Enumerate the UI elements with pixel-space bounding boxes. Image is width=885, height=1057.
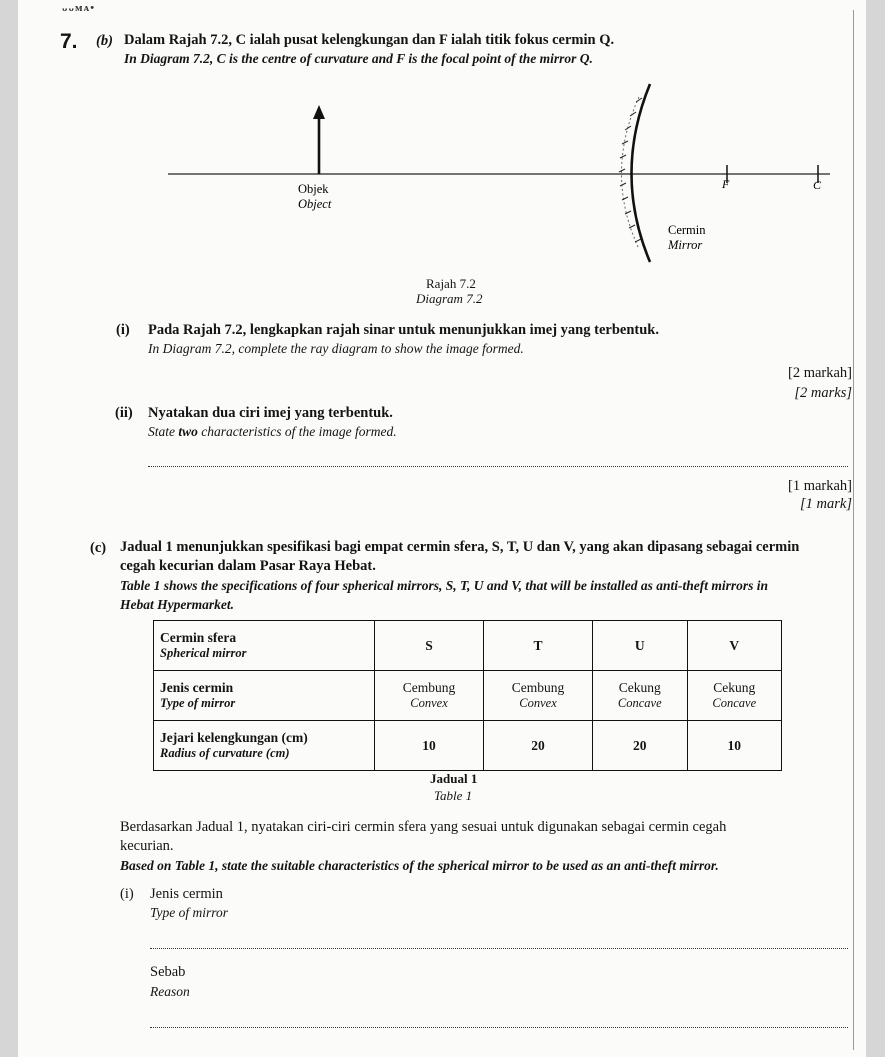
ci-text-my: Jenis cermin: [150, 886, 223, 902]
qii-text-en: State two characteristics of the image formed.: [148, 424, 397, 439]
qi-marks-my: [2 markah]: [787, 365, 852, 381]
table-row-header: Jejari kelengkungan (cm) Radius of curvature (cm): [154, 721, 375, 771]
table-header-cell: Cermin sfera Spherical mirror: [154, 621, 375, 671]
qc-text-my-1: Jadual 1 menunjukkan spesifikasi bagi empat cermin sfera, S, T, U dan V, yang akan dipasang sebagai cermin: [120, 539, 800, 555]
table-col-t: T: [484, 621, 593, 671]
focal-point-label: F: [722, 177, 730, 191]
reason-label-en: Reason: [150, 984, 190, 999]
qi-text-en: In Diagram 7.2, complete the ray diagram to show the image formed.: [148, 341, 524, 356]
qc-text-en-2: Hebat Hypermarket.: [120, 597, 234, 612]
qi-marks-en: [2 marks]: [794, 385, 852, 401]
centre-curvature-label: C: [813, 178, 822, 192]
q7b-text-en: In Diagram 7.2, C is the centre of curvature and F is the focal point of the mirror Q.: [124, 51, 593, 66]
qii-marks-en: [1 mark]: [800, 496, 852, 512]
table-header-row: [154, 621, 782, 671]
table-cell: 10: [375, 721, 484, 771]
table-col-v: V: [687, 621, 781, 671]
answer-line-qii[interactable]: [148, 466, 848, 467]
table-caption-my: Jadual 1: [430, 771, 478, 786]
part-b-label: (b): [96, 33, 113, 49]
ray-diagram[interactable]: [168, 76, 848, 266]
mirror-label-en: Mirror: [668, 238, 703, 252]
table-col-u: U: [593, 621, 687, 671]
answer-line-type[interactable]: [150, 948, 848, 949]
margin-line: [853, 10, 854, 1050]
qii-text-my: Nyatakan dua ciri imej yang terbentuk.: [148, 405, 393, 421]
qii-marks-my: [1 markah]: [787, 478, 852, 494]
object-label-en: Object: [298, 197, 332, 211]
table-col-s: S: [375, 621, 484, 671]
table-cell: 20: [593, 721, 687, 771]
based-text-en: Based on Table 1, state the suitable characteristics of the spherical mirror to be used as an anti-theft mirror.: [120, 858, 719, 873]
header-scrap: ᴗᴗᴍᴀ•: [62, 2, 96, 14]
table-cell: Cembung Convex: [375, 671, 484, 721]
qc-text-my-2: cegah kecurian dalam Pasar Raya Hebat.: [120, 558, 376, 574]
table-cell: 10: [687, 721, 781, 771]
qii-label: (ii): [115, 405, 133, 421]
based-text-my-1: Berdasarkan Jadual 1, nyatakan ciri-ciri cermin sfera yang sesuai untuk digunakan sebagai cermin cegah: [120, 819, 727, 835]
mirror-q: [619, 84, 650, 262]
diagram-caption-en: Diagram 7.2: [416, 291, 483, 306]
diagram-caption-my: Rajah 7.2: [426, 276, 476, 291]
ci-label: (i): [120, 886, 134, 902]
qi-text-my: Pada Rajah 7.2, lengkapkan rajah sinar untuk menunjukkan imej yang terbentuk.: [148, 322, 659, 338]
answer-line-reason[interactable]: [150, 1027, 848, 1028]
table-row: [154, 671, 782, 721]
table-row-header: Jenis cermin Type of mirror: [154, 671, 375, 721]
exam-page: [18, 0, 866, 1057]
q7b-text-my: Dalam Rajah 7.2, C ialah pusat kelengkungan dan F ialah titik fokus cermin Q.: [124, 32, 615, 48]
mirror-label-my: Cermin: [668, 223, 706, 237]
qi-label: (i): [116, 322, 130, 338]
qc-text-en-1: Table 1 shows the specifications of four spherical mirrors, S, T, U and V, that will be installed as anti-theft mirrors in: [120, 578, 768, 593]
object-arrow-head: [313, 105, 325, 119]
table-cell: Cembung Convex: [484, 671, 593, 721]
table-caption-en: Table 1: [434, 788, 473, 803]
table-row: [154, 721, 782, 771]
question-number: 7.: [60, 30, 78, 53]
spec-table: [153, 620, 782, 771]
table-cell: 20: [484, 721, 593, 771]
qc-label: (c): [90, 540, 107, 556]
table-cell: Cekung Concave: [593, 671, 687, 721]
reason-label-my: Sebab: [150, 964, 186, 980]
object-label-my: Objek: [298, 182, 329, 196]
ci-text-en: Type of mirror: [150, 905, 229, 920]
table-cell: Cekung Concave: [687, 671, 781, 721]
based-text-my-2: kecurian.: [120, 838, 174, 854]
